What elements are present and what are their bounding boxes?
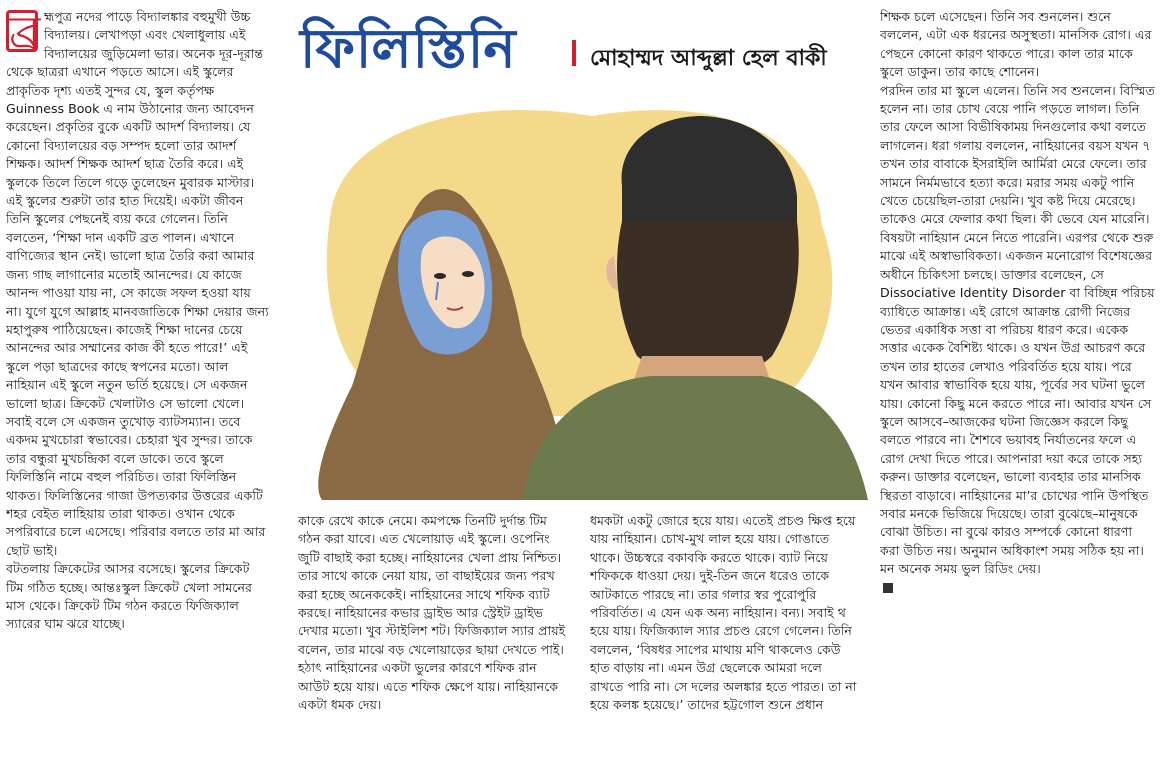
story-illustration — [292, 86, 868, 500]
article-column-3 — [590, 512, 858, 774]
article-column-2 — [298, 512, 568, 774]
paragraph: শিক্ষক চলে এসেছেন। তিনি সব শুনলেন। শুনে বললেন, এটা এক ধরনের অসুস্থতা। মানসিক রোগ। এর পেছনে কোনো কারণ থাকতে পারে। কাল তার মাকে স্কুলে ডাকুন। তার কাছে শোনেন। — [880, 9, 1152, 80]
head — [617, 221, 799, 379]
author-byline: মোহাম্মদ আব্দুল্লা হেল বাকী — [590, 46, 827, 71]
article-title: ফিলিস্তিনি — [300, 17, 517, 80]
article-column-1 — [6, 8, 270, 778]
eye-right — [462, 271, 474, 277]
cap — [622, 116, 797, 226]
title-separator — [572, 40, 576, 66]
article-column-4 — [880, 8, 1155, 778]
drop-cap: ব্র — [6, 10, 38, 52]
paragraph: কাকে রেখে কাকে নেমে। কমপক্ষে তিনটি দুর্দান্ত টিম গঠন করা যাবে। এত খেলোয়াড় এই স্কুলে। ওপেনিং জুটি বাছাই করা হচ্ছে। নাহিয়ানের খেলা প্রায় নিশ্চিত। তার সাথে কাকে নেয়া যায়, তা বাছাইয়ের জন্য পরখ করা হচ্ছে অনেককেই। নাহিয়ানের সাথে শফিক ব্যাট করছে। নাহিয়ানের কভার ড্রাইভ আর স্ট্রেইট ড্রাইভ দেখার মতো। খুব স্টাইলিশ শট। ফিজিক্যাল স্যার প্রায়ই বলেন, তার মাঝে বড় খেলোয়াড়ের ছায়া দেখতে পাই। হঠাৎ নাহিয়ানের একটা ভুলের কারণে শফিক রান আউট হয়ে যায়। এতে শফিক ক্ষেপে যায়। নাহিয়ানকে একটা ধমক দেয়। — [298, 513, 566, 713]
paragraph: হ্মপুত্র নদের পাড়ে বিদ্যালঙ্কার বহুমুখী উচ্চ বিদ্যালয়। লেখাপড়া এবং খেলাধুলায় এই বিদ্যালয়ের জুড়িমেলা ভার। অনেক দূর-দূরান্ত থেকে ছাত্ররা এখানে পড়তে আসে। এই স্কুলের প্রাকৃতিক দৃশ্য এতই সুন্দর যে, স্কুল কর্তৃপক্ষ Guinness Book এ নাম উঠানোর জন্য আবেদন করেছেন। প্রকৃতির বুকে একটি আদর্শ বিদ্যালয়। যে কোনো বিদ্যালয়ের বড় সম্পদ হলো তার আদর্শ শিক্ষক। আদর্শ শিক্ষক আদর্শ ছাত্র তৈরি করে। এই স্কুলকে তিলে তিলে গড়ে তুলেছেন মুবারক মাস্টার। এই স্কুলের শুরুটা তার হাত দিয়েই। একটা জীবন তিনি স্কুলের পেছনেই ব্যয় করে গেলেন। তিনি বলতেন, ‘শিক্ষা দান একটি ব্রত পালন। এখানে বাণিজ্যের স্থান নেই। ভালো ছাত্র তৈরি করা আমার জন্য গাছ লাগানোর মতোই আনন্দের। যে কাজে আনন্দ পাওয়া যায় না, সে কাজে সফল হওয়া যায় না। যুগে যুগে আল্লাহ মানবজাতিকে শিক্ষা দেয়ার জন্য মহাপুরুষ পাঠিয়েছেন। কাজেই শিক্ষা দানের চেয়ে আনন্দের আর সম্মানের কাজ কী হতে পারে!’ এই স্কুলে পড়া ছাত্রদের কাছে স্বপনের মতো। আল নাহিয়ান এই স্কুলে নতুন ভর্তি হয়েছে। সে একজন ভালো ছাত্র। ক্রিকেট খেলাটাও সে ভালো খেলে। সবাই বলে সে একজন তুখোড় ব্যাটসম্যান। তবে একদম মুখচোরা স্বভাবের। চেহারা খুব সুন্দর। তাকে তার বন্ধুরা মুখচন্দ্রিকা বলে ডাকে। তবে স্কুলে ফিলিস্তিনি নামে বহুল পরিচিত। তারা ফিলিস্তিন থাকত। ফিলিস্তিনের গাজা উপত্যকার উত্তরের একটি শহর বেইত লাহিয়ায় তারা থাকত। ওখান থেকে সপরিবারে চলে এসেছে। পরিবার বলতে তার মা আর ছোট ভাই। — [6, 9, 269, 558]
paragraph: পরদিন তার মা স্কুলে এলেন। তিনি সব শুনলেন। বিস্মিত হলেন না। তার চোখ বেয়ে পানি পড়তে লাগল। তিনি তার ফেলে আসা বিভীষিকাময় দিনগুলোর কথা বলতে লাগলেন। ধরা গলায় বললেন, নাহিয়ানের বয়স যখন ৭ তখন তার বাবাকে ইসরাইলি আর্মিরা মেরে ফেলে। তার সামনে নির্মমভাবে হত্যা করে। মরার সময় একটু পানি খেতে চেয়েছিল-তারা দেয়নি। খুব কষ্ট দিয়ে মেরেছে। তাকেও মেরে ফেলার কথা ছিল। কী ভেবে যেন মারেনি। বিষয়টা নাহিয়ান মেনে নিতে পারেনি। এরপর থেকে শুরু মাঝে এই অস্বাভাবিকতা। একজন মনোরোগ বিশেষজ্ঞের অধীনে চিকিৎসা চলছে। ডাক্তার বলেছেন, সে Dissociative Identity Disorder বা বিচ্ছিন্ন পরিচয় ব্যাধিতে আক্রান্ত। এই রোগে আক্রান্ত রোগী নিজের ভেতর একাধিক সত্তা বা পরিচয় ধারণ করে। একেক সত্তার একেক বৈশিষ্ট্য থাকে। ও যখন উগ্র আচরণ করে তখন তার হাতের লেখাও পরিবর্তিত হয়ে যায়। পরে যখন আবার স্বাভাবিক হয়ে যায়, পূর্বের সব ঘটনা ভুলে যায়। কোনো কিছু মনে করতে পারে না। আবার যখন সে স্কুলে আসবে–আজকের ঘটনা জিজ্ঞেস করলে কিছু বলতে পারবে না। শৈশবে ভয়াবহ নির্যাতনের ফলে এ রোগ দেখা দিতে পারে। আপনারা দয়া করে তাকে সহ্য করুন। ডাক্তার বলেছেন, ভালো ব্যবহার তার মানসিক স্থিরতা বাড়াবে। নাহিয়ানের মা’র চোখের পানি উপস্থিত সবার মনকে ভিজিয়ে দিয়েছে। তারা বুঝেছে–মানুষকে বোঝা উচিত। না বুঝে কারও সম্পর্কে কোনো ধারণা করা উচিত নয়। অনুমান অধিকাংশ সময় সঠিক হয় না। মন অনেক সময় ভুল রিডিং দেয়। — [880, 82, 1155, 577]
end-mark — [883, 583, 893, 593]
paragraph: ধমকটা একটু জোরে হয়ে যায়। এতেই প্রচণ্ড ক্ষিপ্ত হয়ে যায় নাহিয়ান। চোখ-মুখ লাল হয়ে যায়। গোঙাতে থাকে। উচ্চস্বরে বকাবকি করতে থাকে। ব্যাট নিয়ে শফিককে ধাওয়া দেয়। দুই-তিন জনে ধরেও তাকে আটকাতে পারছে না। তার গলার স্বর পুরোপুরি পরিবর্তিত। এ যেন এক অন্য নাহিয়ান। বন্য। সবাই থ হয়ে যায়। ফিজিক্যাল স্যার প্রচণ্ড রেগে গেলেন। তিনি বললেন, ‘বিষধর সাপের মাথায় মণি থাকলেও কেউ হাত বাড়ায় না। এমন উগ্র ছেলেকে আমরা দলে রাখতে পারি না। সে দলের অলঙ্কার হতে পারত। তা না হয়ে কলঙ্ক হয়েছে।’ তাদের হট্টগোল শুনে প্রধান — [590, 513, 857, 713]
paragraph: বটতলায় ক্রিকেটের আসর বসেছে। স্কুলের ক্রিকেট টিম গঠিত হচ্ছে। আন্তঃস্কুল ক্রিকেট খেলা সামনের মাস থেকে। ক্রিকেট টিম গঠন করতে ফিজিক্যাল স্যারের ঘাম ঝরে যাচ্ছে। — [6, 561, 252, 632]
eye-left — [434, 273, 446, 279]
